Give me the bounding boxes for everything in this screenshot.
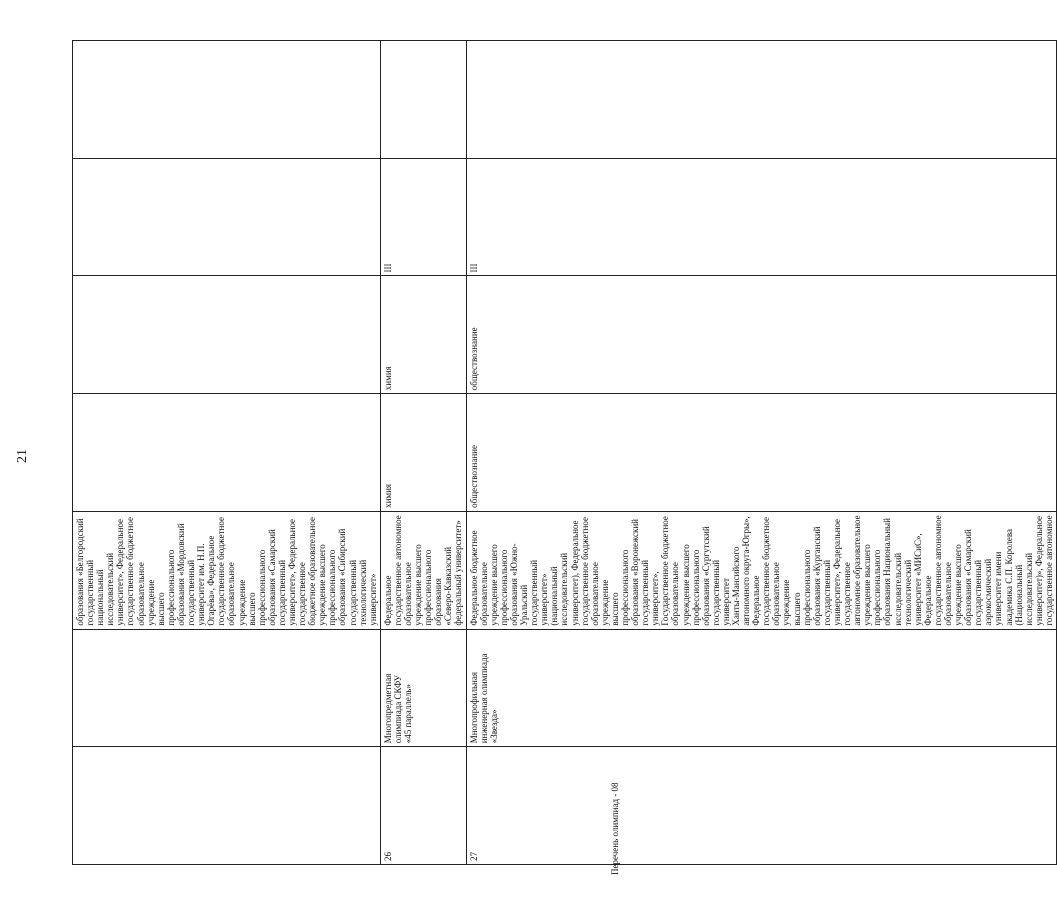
subject [380, 394, 466, 512]
extra-cell [466, 41, 1056, 159]
table-row [73, 41, 381, 865]
olympiad-name [380, 629, 466, 747]
profile [380, 276, 466, 394]
row-number [73, 747, 381, 865]
subject [466, 394, 1056, 512]
page-number: 21 [15, 449, 30, 463]
subject [73, 394, 381, 512]
table-row [466, 41, 1056, 865]
olympiad-name [466, 629, 1056, 747]
row-number-text: 27 [468, 852, 479, 861]
extra-cell [380, 41, 466, 159]
olympiad-name-text: Многопрофильная инженерная олимпиада «Звезда» [468, 653, 499, 744]
level [73, 158, 381, 276]
level-text: III [468, 263, 479, 273]
olympiad-name [73, 629, 381, 747]
row-number [466, 747, 1056, 865]
organizers-text: образования «Белгородский государственный национальный исследовательский университет», Федеральное государственное бюджетное образовательное учреждение высшего профессионального образования «Мордовский государственный университет им. Н.П. Огарёва», Федеральное государственное бюджетное образовательное учреждение высшего профессионального образования «Самарский государственный университет», Федеральное государственное бюджетное образовательное учреждение высшего профессионального образования «Сибирский государственный технологический университет» [75, 517, 378, 626]
profile [466, 276, 1056, 394]
level-text: III [382, 263, 393, 273]
footer-text: Перечень олимпиад - 08 [610, 782, 620, 875]
organizers [380, 511, 466, 629]
profile [73, 276, 381, 394]
table-row [380, 41, 466, 865]
organizers-text: Федеральное бюджетное образовательное учреждение высшего профессионального образования «Южно-Уральский государственный университет» (национальный исследовательский университет), Федеральное государственное бюджетное образовательное учреждение высшего профессионального образования «Воронежский государственный университет», Государственное бюджетное образовательное учреждение высшего профессионального образования «Сургутский государственный университет Ханты-Мансийского автономного округа-Югры», Федеральное государственное бюджетное образовательное учреждение высшего профессионального образования «Курганский государственный университет», Федеральное государственное автономное образовательное учреждение высшего профессионального образования Национальный исследовательский технологический университет «МИСиС», Федеральное государственное автономное образовательное учреждение высшего образования «Самарский государственный аэрокосмический университет имени академика С.П. Королева (Национальный исследовательский университет)», Федеральное государственное автономное [468, 515, 1054, 626]
olympiad-table [72, 40, 1057, 865]
organizers [466, 511, 1056, 629]
olympiad-name-text: Многопредметная олимпиада СКФУ «45 параллель» [382, 673, 413, 744]
row-number [380, 747, 466, 865]
subject-text: химия [382, 483, 393, 508]
level [380, 158, 466, 276]
organizers-text: Федеральное государственное автономное образовательное учреждение высшего профессионального образования «Северо-Кавказский федеральный университет» [382, 515, 464, 626]
level [466, 158, 1056, 276]
profile-text: обществознание [468, 327, 479, 391]
row-number-text: 26 [382, 852, 393, 861]
profile-text: химия [382, 366, 393, 391]
subject-text: обществознание [468, 445, 479, 508]
organizers [73, 511, 381, 629]
extra-cell [73, 41, 381, 159]
